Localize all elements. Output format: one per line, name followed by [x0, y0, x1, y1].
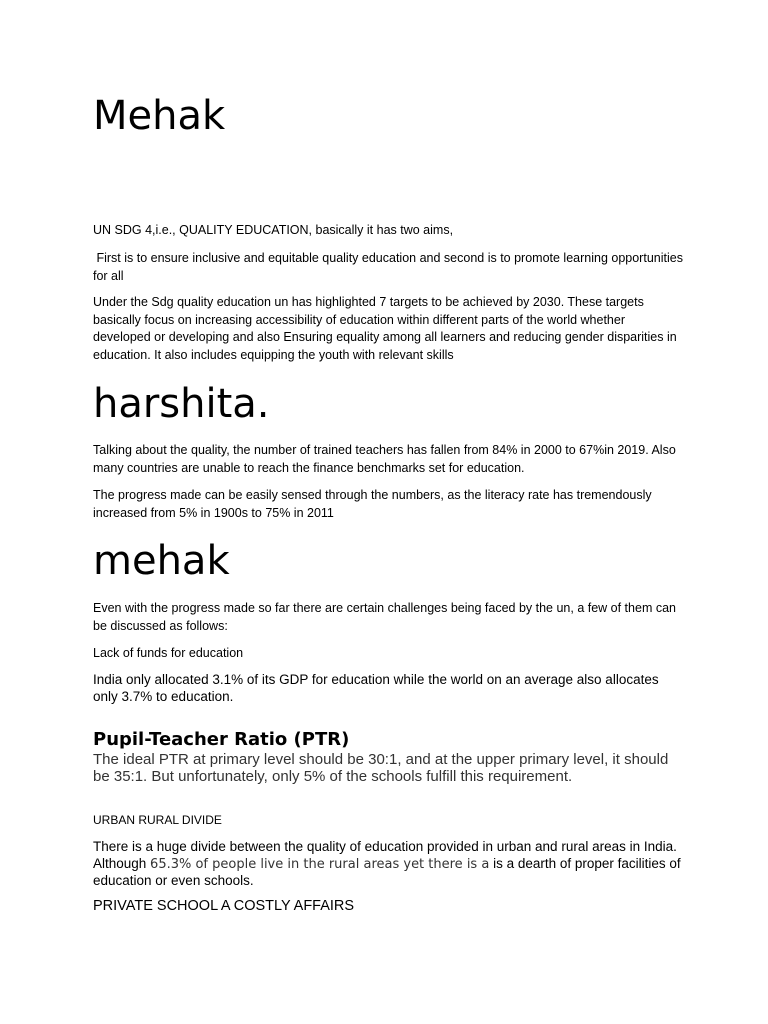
heading-harshita: harshita. [93, 381, 270, 427]
targets-paragraph: Under the Sdg quality education un has highlighted 7 targets to be achieved by 2030. These targets basically focus on increasing accessibility of education within different parts of the world whether developed or developing and also Ensuring equality among all learners and reducing gender disparities in education. It also includes equipping the youth with relevant skills [93, 295, 677, 362]
literacy-rate-paragraph: The progress made can be easily sensed through the numbers, as the literacy rate has tremendously increased from 5% in 1900s to 75% in 2011 [93, 488, 652, 520]
heading-mehak-lower: mehak [93, 538, 230, 584]
trained-teachers-paragraph: Talking about the quality, the number of trained teachers has fallen from 84% in 2000 to 67%in 2019. Also many countries are unable to reach the finance benchmarks set for education. [93, 443, 676, 475]
urban-text-part3: is a dearth of proper facilities of education or even schools. [93, 855, 681, 888]
lack-of-funds-heading: Lack of funds for education [93, 646, 244, 660]
urban-text-part1: There is a huge divide between the quality of education provided in urban and rural areas in India. Although [93, 839, 677, 871]
sdg-intro-paragraph: UN SDG 4,i.e., QUALITY EDUCATION, basically it has two aims, [93, 223, 454, 237]
aims-paragraph: First is to ensure inclusive and equitable quality education and second is to promote learning opportunities for all [93, 251, 687, 283]
ptr-heading: Pupil-Teacher Ratio (PTR) [93, 729, 350, 750]
private-school-heading: PRIVATE SCHOOL A COSTLY AFFAIRS [93, 898, 355, 914]
heading-mehak: Mehak [93, 93, 226, 139]
rural-statistic-text: 65.3% of people live in the rural areas yet there is a [150, 856, 490, 872]
gdp-allocation-paragraph: India only allocated 3.1% of its GDP for education while the world on an average also allocates only 3.7% to education. [93, 672, 659, 704]
ptr-paragraph: The ideal PTR at primary level should be 30:1, and at the upper primary level, it should be 35:1. But unfortunately, only 5% of the schools fulfill this requirement. [93, 751, 669, 785]
urban-rural-paragraph [93, 839, 683, 890]
urban-rural-heading: URBAN RURAL DIVIDE [93, 813, 222, 827]
challenges-paragraph: Even with the progress made so far there are certain challenges being faced by the un, a few of them can be discussed as follows: [93, 601, 676, 633]
